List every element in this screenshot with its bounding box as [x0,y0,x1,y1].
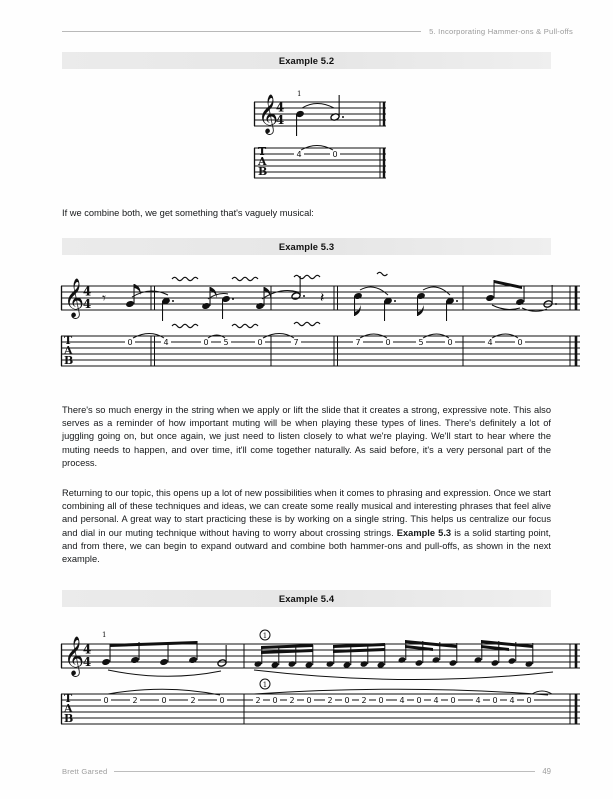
svg-text:2: 2 [289,696,295,705]
svg-text:0: 0 [517,338,523,347]
svg-text:0: 0 [257,338,263,347]
svg-text:4: 4 [475,696,481,705]
example-caption-bar-5-3 [62,238,551,255]
music-staff-5-4 [58,626,586,744]
example-caption-label-5-4: Example 5.4 [278,593,335,604]
paragraph-2-part-b: is a solid starting point, and from there, we can begin to expand outward and combine both hammer-ons and pull-offs, as shown in the next example. [62,527,552,565]
svg-text:0: 0 [450,696,456,705]
svg-text:4: 4 [487,338,493,347]
treble-clef-icon: 𝄞 [64,278,85,318]
svg-text:4: 4 [82,642,92,657]
svg-text:0: 0 [306,696,312,705]
svg-text:4: 4 [509,696,515,705]
svg-text:B: B [258,165,268,178]
svg-text:4: 4 [82,655,92,669]
svg-text:7: 7 [293,338,299,347]
music-staff-5-3 [58,268,586,386]
svg-text:0: 0 [127,338,133,347]
svg-text:0: 0 [492,696,498,705]
footer-author: Brett Garsed [62,766,108,776]
svg-text:0: 0 [447,338,453,347]
music-staff-5-2 [250,86,390,196]
string-indicator-circle-staff [260,630,270,640]
example-caption-label-5-2: Example 5.2 [278,55,335,66]
svg-text:4: 4 [296,150,302,159]
header-chapter-title: 5. Incorporating Hammer-ons & Pull-offs [429,26,573,36]
svg-text:0: 0 [526,696,532,705]
svg-text:0: 0 [161,696,167,705]
svg-text:T: T [64,692,73,705]
svg-text:B: B [64,354,74,367]
example-caption-bar-5-2 [62,52,551,69]
treble-clef-icon: 𝄞 [258,94,279,134]
svg-text:1: 1 [102,631,107,639]
svg-text:A: A [258,155,267,168]
svg-text:0: 0 [272,696,278,705]
svg-text:4: 4 [275,113,285,127]
svg-text:5: 5 [223,338,229,347]
svg-text:0: 0 [103,696,109,705]
body-paragraph-1: There's so much energy in the string when we apply or lift the slide that it creates a strong, expressive note. This also serves as a reminder of how important muting will be when playing these types of lines. There's definitely a lot of juggling going on, but once again, we just need to listen closely to what we're playing. We'll start to hear where the muting needs to happen, and over time, it'll come together naturally. As said before, it's a very personal part of the process. [62,405,551,468]
svg-text:1: 1 [262,681,268,689]
svg-text:0: 0 [203,338,209,347]
svg-text:2: 2 [190,696,196,705]
notation-example-5-2 [250,86,390,196]
svg-text:5: 5 [418,338,424,347]
svg-text:2: 2 [327,696,333,705]
header-rule [62,31,421,32]
paragraph-2-part-a: Returning to our topic, this opens up a lot of new possibilities when it comes to phrasing and expression. Once we start combining all of these techniques and ideas, we can create some really musical and interesting phrases that feel alive and personal. A great way to start practicing these is by working on a single string. This helps us centralize our focus and dial in our muting technique without having to worry about crossing strings. [62,488,551,538]
svg-text:𝄾: 𝄾 [102,289,106,307]
svg-text:4: 4 [82,284,92,299]
svg-text:0: 0 [385,338,391,347]
svg-text:1: 1 [262,632,268,640]
lead-paragraph: If we combine both, we get something that's vaguely musical: [62,208,314,218]
svg-text:4: 4 [163,338,169,347]
svg-text:2: 2 [132,696,138,705]
svg-text:2: 2 [361,696,367,705]
svg-text:4: 4 [433,696,439,705]
treble-clef-icon: 𝄞 [64,636,85,676]
svg-text:0: 0 [378,696,384,705]
svg-text:2: 2 [255,696,261,705]
svg-text:T: T [258,145,267,158]
svg-text:4: 4 [399,696,405,705]
svg-text:T: T [64,334,73,347]
running-header [62,24,573,38]
footer-rule [114,771,535,772]
svg-text:4: 4 [275,100,285,115]
svg-text:4: 4 [82,297,92,311]
page-footer [62,765,551,777]
svg-text:A: A [64,702,73,715]
svg-text:0: 0 [344,696,350,705]
footer-page-number: 49 [542,766,551,776]
svg-text:0: 0 [332,150,338,159]
string-indicator-circle-tab [260,679,270,689]
svg-text:0: 0 [416,696,422,705]
paragraph-2-example-ref: Example 5.3 [396,527,452,538]
example-caption-label-5-3: Example 5.3 [278,241,335,252]
example-caption-bar-5-4 [62,590,551,607]
notation-example-5-4 [58,626,586,744]
svg-text:A: A [64,344,73,357]
notation-example-5-3 [58,268,586,386]
svg-text:1: 1 [297,90,302,98]
svg-text:𝄽: 𝄽 [320,290,325,306]
svg-text:B: B [64,712,74,725]
svg-text:7: 7 [355,338,361,347]
body-paragraph-2 [62,487,551,566]
svg-text:0: 0 [219,696,225,705]
